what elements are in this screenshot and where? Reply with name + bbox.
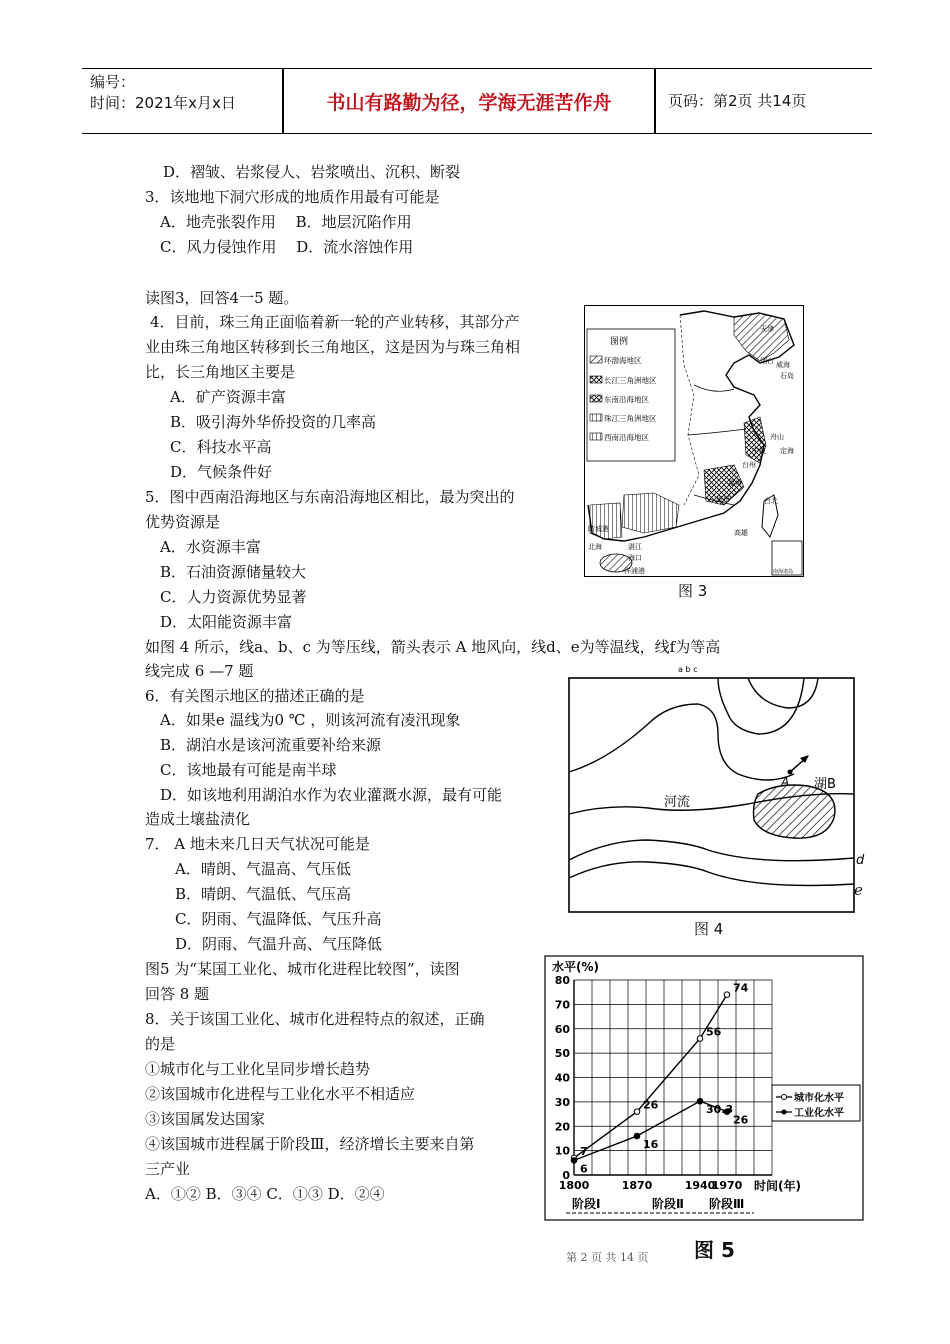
q4-option-c: C．科技水平高 [170, 438, 272, 456]
q5-option-c: C．人力资源优势显著 [160, 588, 307, 606]
q6-stem: 6．有关图示地区的描述正确的是 [145, 687, 365, 705]
data-label: 16 [643, 1138, 659, 1151]
stage-2: 阶段Ⅱ [652, 1197, 684, 1211]
stage-3: 阶段Ⅲ [709, 1197, 745, 1211]
data-label: 74 [733, 981, 749, 995]
q5-option-b: B．石油资源储量较大 [160, 563, 307, 581]
chart-ylabel: 水平(%) [552, 960, 599, 974]
q5-stem-1: 5．图中西南沿海地区与东南沿海地区相比，最为突出的 [145, 488, 515, 506]
q5-option-a: A．水资源丰富 [160, 538, 261, 556]
fig4-line-d: d [856, 853, 865, 868]
q6-option-a: A．如果e 温线为0 ℃ ，则该河流有凌汛现象 [160, 711, 461, 729]
legend-urban: 城市化水平 [794, 1093, 844, 1104]
q4-stem-1: 4．目前，珠三角正面临着新一轮的产业转移，其部分产 [150, 313, 520, 331]
figure-5-chart [544, 955, 864, 1221]
legend-yangtze: 长江三角洲地区 [604, 376, 657, 385]
q3-stem: 3．该地地下洞穴形成的地质作用最有可能是 [145, 188, 440, 206]
y-tick-label: 10 [554, 1144, 570, 1158]
data-label: 6 [580, 1162, 588, 1176]
read-fig3: 读图3，回答4一5 题。 [145, 289, 299, 307]
place-yantai: 烟台 [760, 357, 774, 365]
data-point [634, 1133, 640, 1139]
place-ningbo: 宁波 [752, 447, 766, 455]
data-label: 26 [733, 1113, 749, 1127]
y-tick-label: 30 [554, 1095, 570, 1109]
q6-option-b: B．湖泊水是该河流重要补给来源 [160, 736, 382, 754]
q5-stem-2: 优势资源是 [145, 513, 221, 531]
q7-option-c: C．阴雨、气温降低、气压升高 [175, 910, 382, 928]
data-point [697, 1036, 703, 1042]
q7-option-a: A．晴朗、气温高、气压低 [175, 860, 351, 878]
date-label: 时间：2021年x月x日 [90, 94, 236, 112]
statement-4-2: 三产业 [145, 1160, 191, 1178]
place-haikou: 海口 [628, 554, 642, 562]
q8-options: A．①② B．③④ C．①③ D．②④ [145, 1185, 385, 1203]
motto: 书山有路勤为径，学海无涯苦作舟 [326, 91, 612, 114]
x-tick-label: 1940 [684, 1179, 716, 1192]
place-fuzhou: 福州 [728, 479, 742, 487]
legend-bohai: 环渤海地区 [604, 356, 642, 365]
y-tick-label: 0 [562, 1169, 570, 1182]
y-tick-label: 70 [554, 998, 570, 1012]
y-tick-label: 60 [554, 1022, 570, 1036]
q7-option-d: D．阴雨、气温升高、气压降低 [175, 935, 383, 953]
data-label: 56 [706, 1025, 722, 1039]
header-meta [90, 72, 236, 114]
fig4-intro-1: 如图 4 所示，线a、b、c 为等压线，箭头表示 A 地风向，线d、e为等温线，线f为等高 [145, 638, 721, 656]
q6-option-d-2: 造成土壤盐渍化 [145, 810, 251, 828]
place-zhanjiang: 湛江 [628, 543, 642, 551]
legend-pearl: 珠江三角洲地区 [604, 414, 657, 423]
place-gaoxiong: 高雄 [734, 529, 748, 537]
legend-industry: 工业化水平 [794, 1108, 844, 1119]
fig4-intro-2: 线完成 6 —7 题 [145, 662, 254, 680]
legend-southeast: 东南沿海地区 [604, 395, 649, 404]
q7-stem: 7． A 地未来几日天气状况可能是 [145, 835, 370, 853]
place-taibei: 台北 [764, 497, 778, 505]
fig4-lake-label: 湖B [814, 777, 836, 792]
figure-3-map [584, 305, 804, 577]
q5-option-d: D．太阳能资源丰富 [160, 613, 293, 631]
fig4-river-label: 河流 [664, 795, 691, 810]
place-fangchenggang: 防城港 [588, 525, 609, 533]
y-tick-label: 20 [554, 1120, 570, 1134]
place-quanzhou: 泉州 [716, 495, 730, 503]
stage-1: 阶段Ⅰ [572, 1197, 601, 1211]
data-point [697, 1098, 703, 1104]
place-zhoushan: 舟山 [770, 433, 784, 441]
data-label: 26 [643, 1098, 659, 1112]
statement-4-1: ④该国城市进程属于阶段Ⅲ，经济增长主要来自第 [145, 1135, 475, 1153]
y-tick-label: 40 [554, 1071, 570, 1085]
q6-option-c: C．该地最有可能是南半球 [160, 761, 337, 779]
data-label: 30.3 [706, 1103, 734, 1117]
q8-stem-2: 的是 [145, 1035, 176, 1053]
number-label: 编号： [90, 73, 136, 91]
statement-1: ①城市化与工业化呈同步增长趋势 [145, 1060, 371, 1078]
y-tick-label: 50 [554, 1047, 570, 1061]
place-beihai: 北海 [588, 543, 602, 551]
place-nanhai: 南海诸岛 [773, 569, 794, 575]
fig5-intro-2: 回答 8 题 [145, 985, 210, 1003]
x-tick-label: 1800 [558, 1179, 590, 1192]
x-tick-label: 1970 [711, 1179, 743, 1192]
q8-stem-1: 8．关于该国工业化、城市化进程特点的叙述，正确 [145, 1010, 485, 1028]
q4-option-a: A．矿产资源丰富 [170, 388, 286, 406]
place-taizhou: 台州 [742, 461, 756, 469]
data-label: 7 [580, 1144, 588, 1158]
place-shidao: 石岛 [780, 372, 794, 380]
footer-page: 第 2 页 共 14 页 [566, 1251, 649, 1264]
q3-options-cd: C．风力侵蚀作用 D．流水溶蚀作用 [160, 238, 414, 256]
y-tick-label: 80 [554, 974, 570, 987]
figure-3-caption: 图 3 [678, 582, 708, 600]
fig5-intro-1: 图5 为“某国工业化、城市化进程比较图”，读图 [145, 960, 460, 978]
fig4-point-a: A [781, 775, 790, 789]
q4-stem-2: 业由珠三角地区转移到长三角地区，这是因为与珠三角相 [145, 338, 521, 356]
place-tianjin: 天津 [760, 325, 774, 333]
q3-options-ab: A．地壳张裂作用 B．地层沉陷作用 [160, 213, 412, 231]
page-header [82, 68, 872, 134]
q2-option-d: D．褶皱、岩浆侵人、岩浆喷出、沉积、断裂 [163, 163, 461, 181]
q4-option-d: D．气候条件好 [170, 463, 273, 481]
data-point [571, 1158, 577, 1164]
fig4-top-marks: a b c [678, 665, 698, 674]
data-point [634, 1109, 640, 1115]
legend-southwest: 西南沿海地区 [604, 433, 649, 442]
q7-option-b: B．晴朗、气温低、气压高 [175, 885, 352, 903]
figure-4 [568, 664, 865, 914]
chart-xlabel: 时间(年) [754, 1179, 801, 1193]
place-weihai: 威海 [776, 361, 790, 369]
figure-5-caption: 图 5 [694, 1238, 735, 1262]
data-point [724, 992, 730, 998]
x-tick-label: 1870 [621, 1179, 653, 1192]
map-legend-title: 图例 [610, 337, 629, 347]
figure-4-caption: 图 4 [694, 920, 724, 938]
q6-option-d-1: D．如该地利用湖泊水作为农业灌溉水源，最有可能 [160, 786, 503, 804]
place-yangpugang: 洋浦港 [624, 567, 645, 575]
q4-stem-3: 比，长三角地区主要是 [145, 363, 296, 381]
q4-option-b: B．吸引海外华侨投资的几率高 [170, 413, 377, 431]
page-info: 页码：第2页 共14页 [668, 92, 807, 110]
place-dinghai: 定海 [780, 447, 794, 455]
fig4-line-e: e [854, 881, 863, 899]
statement-3: ③该国属发达国家 [145, 1110, 266, 1128]
statement-2: ②该国城市化进程与工业化水平不相适应 [145, 1085, 416, 1103]
